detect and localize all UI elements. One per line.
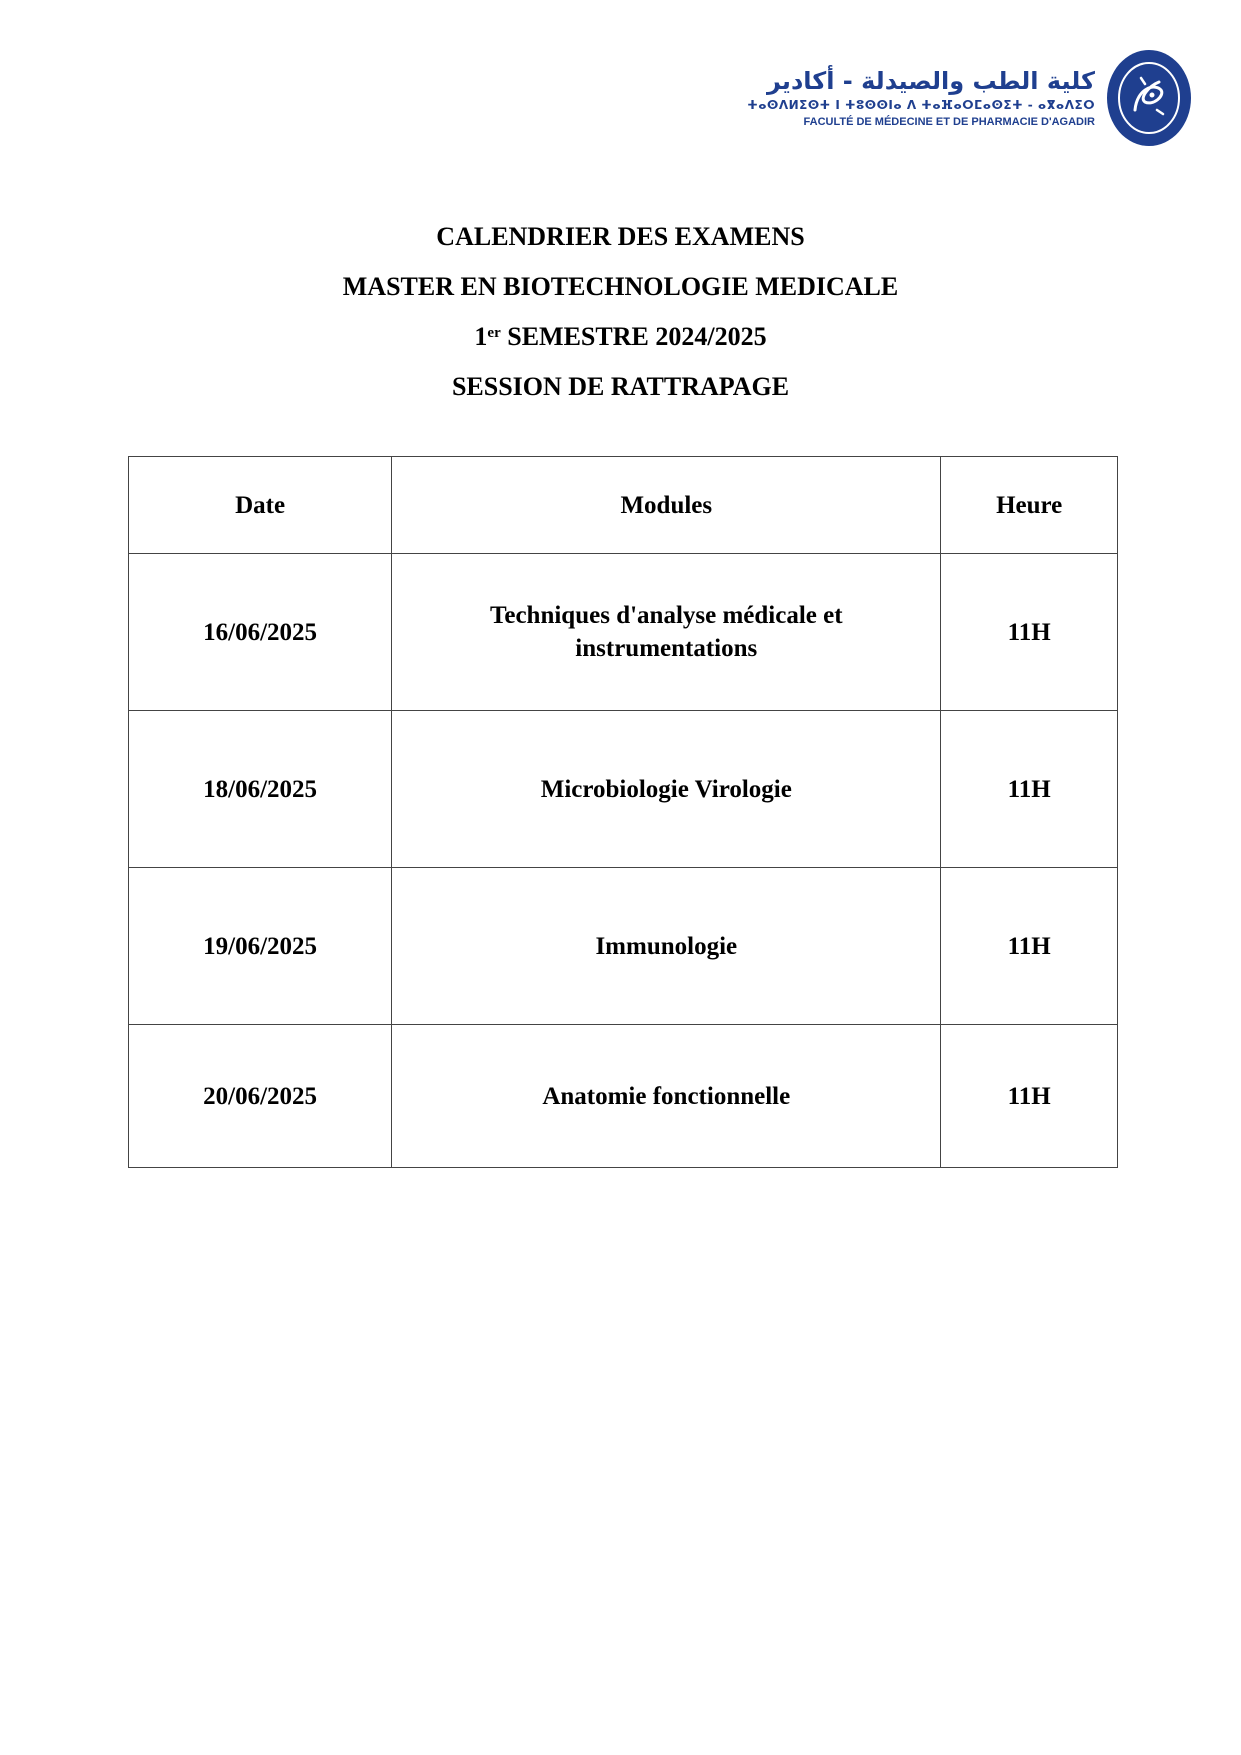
cell-date: 18/06/2025 — [129, 711, 392, 868]
table-row — [129, 711, 1118, 868]
cell-module: Microbiologie Virologie — [392, 711, 941, 868]
faculty-logo — [747, 48, 1193, 148]
title-calendar: CALENDRIER DES EXAMENS — [436, 222, 805, 251]
cell-date: 20/06/2025 — [129, 1025, 392, 1168]
table-row — [129, 868, 1118, 1025]
table-row — [129, 554, 1118, 711]
semester-number: 1 — [474, 322, 488, 351]
cell-module: Immunologie — [392, 868, 941, 1025]
column-header-modules: Modules — [392, 457, 941, 554]
title-session: SESSION DE RATTRAPAGE — [451, 372, 790, 401]
semester-label: SEMESTRE 2024/2025 — [500, 322, 767, 351]
cell-date: 16/06/2025 — [129, 554, 392, 711]
document-title — [0, 212, 1241, 412]
faculty-name-tifinagh: ⵜⴰⵙⴷⵍⵉⵙⵜ ⵏ ⵜⵓⵙⵙⵏⴰ ⴷ ⵜⴰⴼⴰⵔⵎⴰⵙⵉⵜ - ⴰⴳⴰⴷⵉⵔ — [747, 98, 1095, 112]
table-header-row — [129, 457, 1118, 554]
title-program: MASTER EN BIOTECHNOLOGIE MEDICALE — [342, 272, 899, 301]
faculty-name-french: FACULTÉ DE MÉDECINE ET DE PHARMACIE D'AGADIR — [803, 116, 1095, 128]
cell-module: Anatomie fonctionnelle — [392, 1025, 941, 1168]
cell-date: 19/06/2025 — [129, 868, 392, 1025]
cell-heure: 11H — [941, 554, 1118, 711]
semester-ordinal-suffix: er — [487, 325, 501, 341]
faculty-name-block — [747, 66, 1095, 130]
exam-schedule-table — [128, 456, 1118, 1168]
cell-heure: 11H — [941, 868, 1118, 1025]
university-seal-icon — [1105, 48, 1193, 148]
title-semester — [0, 312, 1241, 362]
cell-heure: 11H — [941, 1025, 1118, 1168]
column-header-heure: Heure — [941, 457, 1118, 554]
column-header-date: Date — [129, 457, 392, 554]
cell-heure: 11H — [941, 711, 1118, 868]
cell-module: Techniques d'analyse médicale et instrumentations — [392, 554, 941, 711]
table-row — [129, 1025, 1118, 1168]
faculty-name-arabic: كلية الطب والصيدلة - أكادير — [767, 67, 1095, 95]
